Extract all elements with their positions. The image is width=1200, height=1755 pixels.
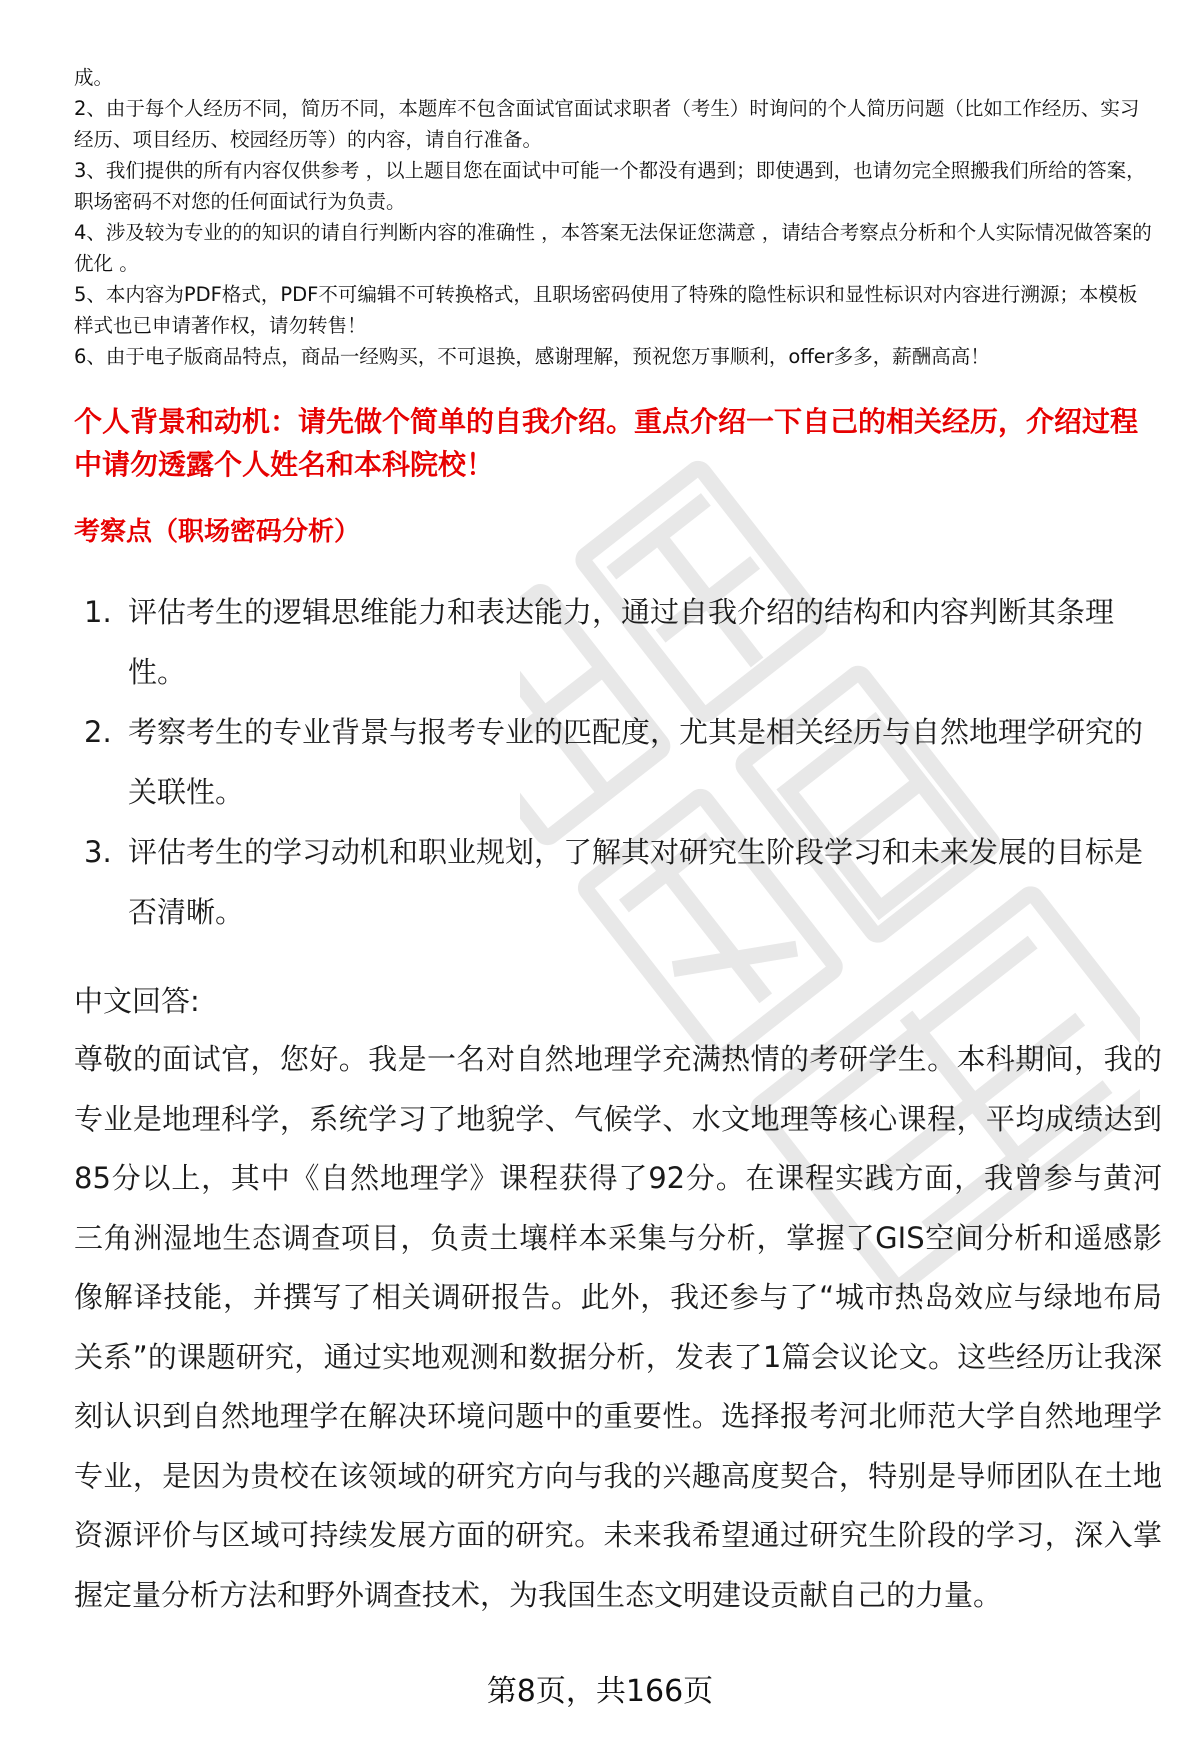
list-item xyxy=(74,702,1154,822)
list-item-number: 1. xyxy=(84,595,112,629)
page-number: 第8页，共166页 xyxy=(486,1674,714,1709)
note-line: 2、由于每个人经历不同，简历不同，本题库不包含面试官面试求职者（考生）时询问的个人简历问题（比如工作经历、实习经历、项目经历、校园经历等）的内容，请自行准备。 xyxy=(74,97,1140,151)
note-line: 4、涉及较为专业的的知识的请自行判断内容的准确性 ，本答案无法保证您满意 ，请结合考察点分析和个人实际情况做答案的优化 。 xyxy=(74,221,1152,275)
answer-label: 中文回答: xyxy=(74,984,200,1018)
list-item-number: 2. xyxy=(84,715,112,749)
note-line: 成。 xyxy=(74,66,114,89)
answer-text: 尊敬的面试官，您好。我是一名对自然地理学充满热情的考研学生。本科期间，我的专业是地理科学，系统学习了地貌学、气候学、水文地理等核心课程，平均成绩达到85分以上，其中《自然地理学》课程获得了92分。在课程实践方面，我曾参与黄河三角洲湿地生态调查项目，负责土壤样本采集与分析，掌握了GIS空间分析和遥感影像解译技能，并撰写了相关调研报告。此外，我还参与了“城市热岛效应与绿地布局关系”的课题研究，通过实地观测和数据分析，发表了1篇会议论文。这些经历让我深刻认识到自然地理学在解决环境问题中的重要性。选择报考河北师范大学自然地理学专业，是因为贵校在该领域的研究方向与我的兴趣高度契合，特别是导师团队在土地资源评价与区域可持续发展方面的研究。未来我希望通过研究生阶段的学习，深入掌握定量分析方法和野外调查技术，为我国生态文明建设贡献自己的力量。 xyxy=(74,1042,1162,1612)
list-item-number: 3. xyxy=(84,835,112,869)
section-title: 考察点（职场密码分析） xyxy=(74,517,361,547)
question-heading: 个人背景和动机：请先做个简单的自我介绍。重点介绍一下自己的相关经历，介绍过程中请勿透露个人姓名和本科院校！ xyxy=(74,405,1139,481)
notes-block xyxy=(74,62,1154,372)
list-item xyxy=(74,582,1154,702)
list-item-text: 评估考生的逻辑思维能力和表达能力，通过自我介绍的结构和内容判断其条理性。 xyxy=(128,595,1115,689)
list-item-text: 考察考生的专业背景与报考专业的匹配度，尤其是相关经历与自然地理学研究的关联性。 xyxy=(128,715,1144,809)
evaluation-points-list xyxy=(74,582,1154,942)
note-line: 3、我们提供的所有内容仅供参考 ，以上题目您在面试中可能一个都没有遇到；即使遇到，也请勿完全照搬我们所给的答案，职场密码不对您的任何面试行为负责。 xyxy=(74,159,1146,213)
list-item xyxy=(74,822,1154,942)
list-item-text: 评估考生的学习动机和职业规划，了解其对研究生阶段学习和未来发展的目标是否清晰。 xyxy=(128,835,1144,929)
note-line: 6、由于电子版商品特点，商品一经购买，不可退换，感谢理解，预祝您万事顺利，offer多多，薪酬高高！ xyxy=(74,345,990,368)
note-line: 5、本内容为PDF格式，PDF不可编辑不可转换格式，且职场密码使用了特殊的隐性标识和显性标识对内容进行溯源；本模板样式也已申请著作权，请勿转售！ xyxy=(74,283,1138,337)
